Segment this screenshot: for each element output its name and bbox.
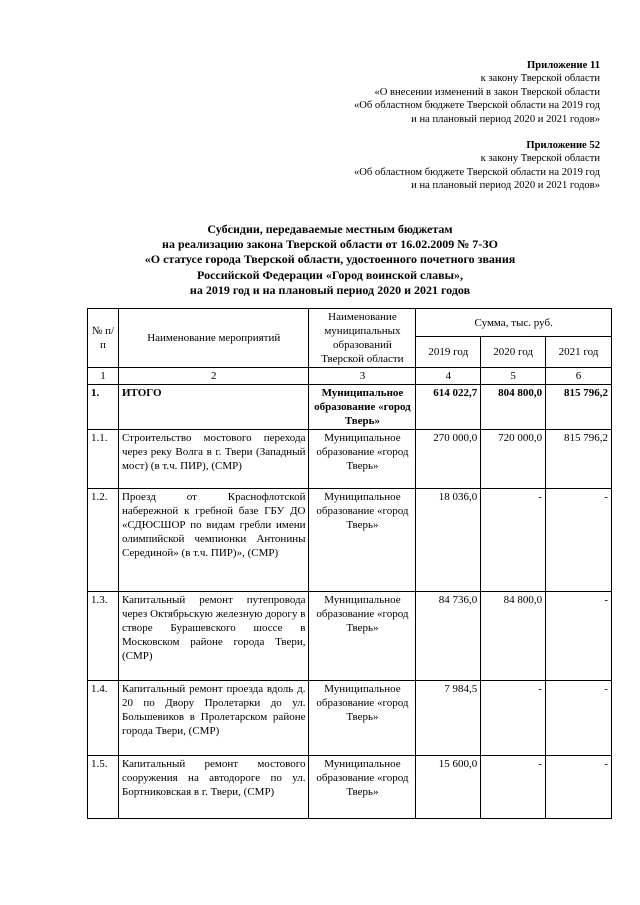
row-num: 1. xyxy=(88,385,119,430)
table-row xyxy=(88,756,612,819)
row-name: Капитальный ремонт мостового сооружения на автодороге по ул. Бортниковская в г. Твери, (СМР) xyxy=(118,756,309,819)
appendix-52-line: к закону Тверской области xyxy=(480,153,600,165)
row-value-2021: 815 796,2 xyxy=(546,385,612,430)
header-sum: Сумма, тыс. руб. xyxy=(416,309,612,337)
table-row xyxy=(88,592,612,681)
row-municipality: Муниципальное образование «город Тверь» xyxy=(309,385,416,430)
table-row xyxy=(88,489,612,592)
row-value-2020: - xyxy=(481,489,546,592)
row-value-2019: 270 000,0 xyxy=(416,430,481,489)
appendix-11-title: Приложение 11 xyxy=(526,60,600,71)
row-value-2021: - xyxy=(546,489,612,592)
title-line: на 2019 год и на плановый период 2020 и 2021 годов xyxy=(189,282,471,297)
row-municipality: Муниципальное образование «город Тверь» xyxy=(309,489,416,592)
title-line: на реализацию закона Тверской области от 16.02.2009 № 7-ЗО xyxy=(162,237,498,252)
header-year-2021: 2021 год xyxy=(546,337,612,368)
column-number-row xyxy=(88,368,612,385)
column-number: 4 xyxy=(416,368,481,385)
row-value-2019: 15 600,0 xyxy=(416,756,481,819)
row-num: 1.2. xyxy=(88,489,119,592)
column-number: 6 xyxy=(546,368,612,385)
row-value-2020: - xyxy=(481,756,546,819)
document-title xyxy=(60,222,600,298)
header-year-2019: 2019 год xyxy=(416,337,481,368)
column-number: 1 xyxy=(88,368,119,385)
appendix-52-header xyxy=(354,139,600,193)
table-header-row xyxy=(88,309,612,337)
column-number: 3 xyxy=(309,368,416,385)
table-row xyxy=(88,430,612,489)
row-value-2021: - xyxy=(546,681,612,756)
appendix-52-line: и на плановый период 2020 и 2021 годов» xyxy=(411,180,600,192)
row-name: ИТОГО xyxy=(118,385,309,430)
row-value-2020: - xyxy=(481,681,546,756)
column-number: 2 xyxy=(118,368,309,385)
appendix-11-header xyxy=(354,59,600,126)
row-value-2019: 7 984,5 xyxy=(416,681,481,756)
subsidies-table xyxy=(87,308,612,819)
row-value-2020: 804 800,0 xyxy=(481,385,546,430)
header-num: № п/п xyxy=(88,309,119,368)
row-name: Проезд от Краснофлотской набережной к гребной базе ГБУ ДО «СДЮСШОР по видам гребли имени олимпийской чемпионки Антонины Серединой» (в т.ч. ПИР)», (СМР) xyxy=(118,489,309,592)
title-line: Субсидии, передаваемые местным бюджетам xyxy=(207,222,453,236)
row-value-2020: 720 000,0 xyxy=(481,430,546,489)
row-num: 1.3. xyxy=(88,592,119,681)
row-num: 1.4. xyxy=(88,681,119,756)
row-municipality: Муниципальное образование «город Тверь» xyxy=(309,756,416,819)
row-num: 1.5. xyxy=(88,756,119,819)
title-line: Российской Федерации «Город воинской славы», xyxy=(197,267,463,282)
header-municipality: Наименование муниципальных образований Тверской области xyxy=(309,309,416,368)
row-municipality: Муниципальное образование «город Тверь» xyxy=(309,592,416,681)
row-value-2020: 84 800,0 xyxy=(481,592,546,681)
column-number: 5 xyxy=(481,368,546,385)
appendix-52-title: Приложение 52 xyxy=(526,140,600,151)
row-value-2021: - xyxy=(546,592,612,681)
row-name: Капитальный ремонт проезда вдоль д. 20 по Двору Пролетарки до ул. Большевиков в Пролетарском районе города Твери, (СМР) xyxy=(118,681,309,756)
row-name: Строительство мостового перехода через реку Волга в г. Твери (Западный мост) (в т.ч. ПИР), (СМР) xyxy=(118,430,309,489)
row-value-2019: 18 036,0 xyxy=(416,489,481,592)
header-name: Наименование мероприятий xyxy=(118,309,309,368)
appendix-11-line: и на плановый период 2020 и 2021 годов» xyxy=(411,113,600,125)
appendix-11-line: «О внесении изменений в закон Тверской области xyxy=(374,86,600,98)
row-value-2021: - xyxy=(546,756,612,819)
row-municipality: Муниципальное образование «город Тверь» xyxy=(309,681,416,756)
table-row-total xyxy=(88,385,612,430)
row-name: Капитальный ремонт путепровода через Октябрьскую железную дорогу в створе Бурашевского шоссе в Московском районе города Твери, (СМР) xyxy=(118,592,309,681)
appendix-11-line: к закону Тверской области xyxy=(480,73,600,85)
title-line: «О статусе города Тверской области, удостоенного почетного звания xyxy=(144,252,516,267)
row-value-2019: 84 736,0 xyxy=(416,592,481,681)
row-municipality: Муниципальное образование «город Тверь» xyxy=(309,430,416,489)
table-row xyxy=(88,681,612,756)
row-num: 1.1. xyxy=(88,430,119,489)
row-value-2021: 815 796,2 xyxy=(546,430,612,489)
header-year-2020: 2020 год xyxy=(481,337,546,368)
appendix-52-line: «Об областном бюджете Тверской области на 2019 год xyxy=(353,166,600,178)
row-value-2019: 614 022,7 xyxy=(416,385,481,430)
appendix-11-line: «Об областном бюджете Тверской области на 2019 год xyxy=(353,100,600,112)
